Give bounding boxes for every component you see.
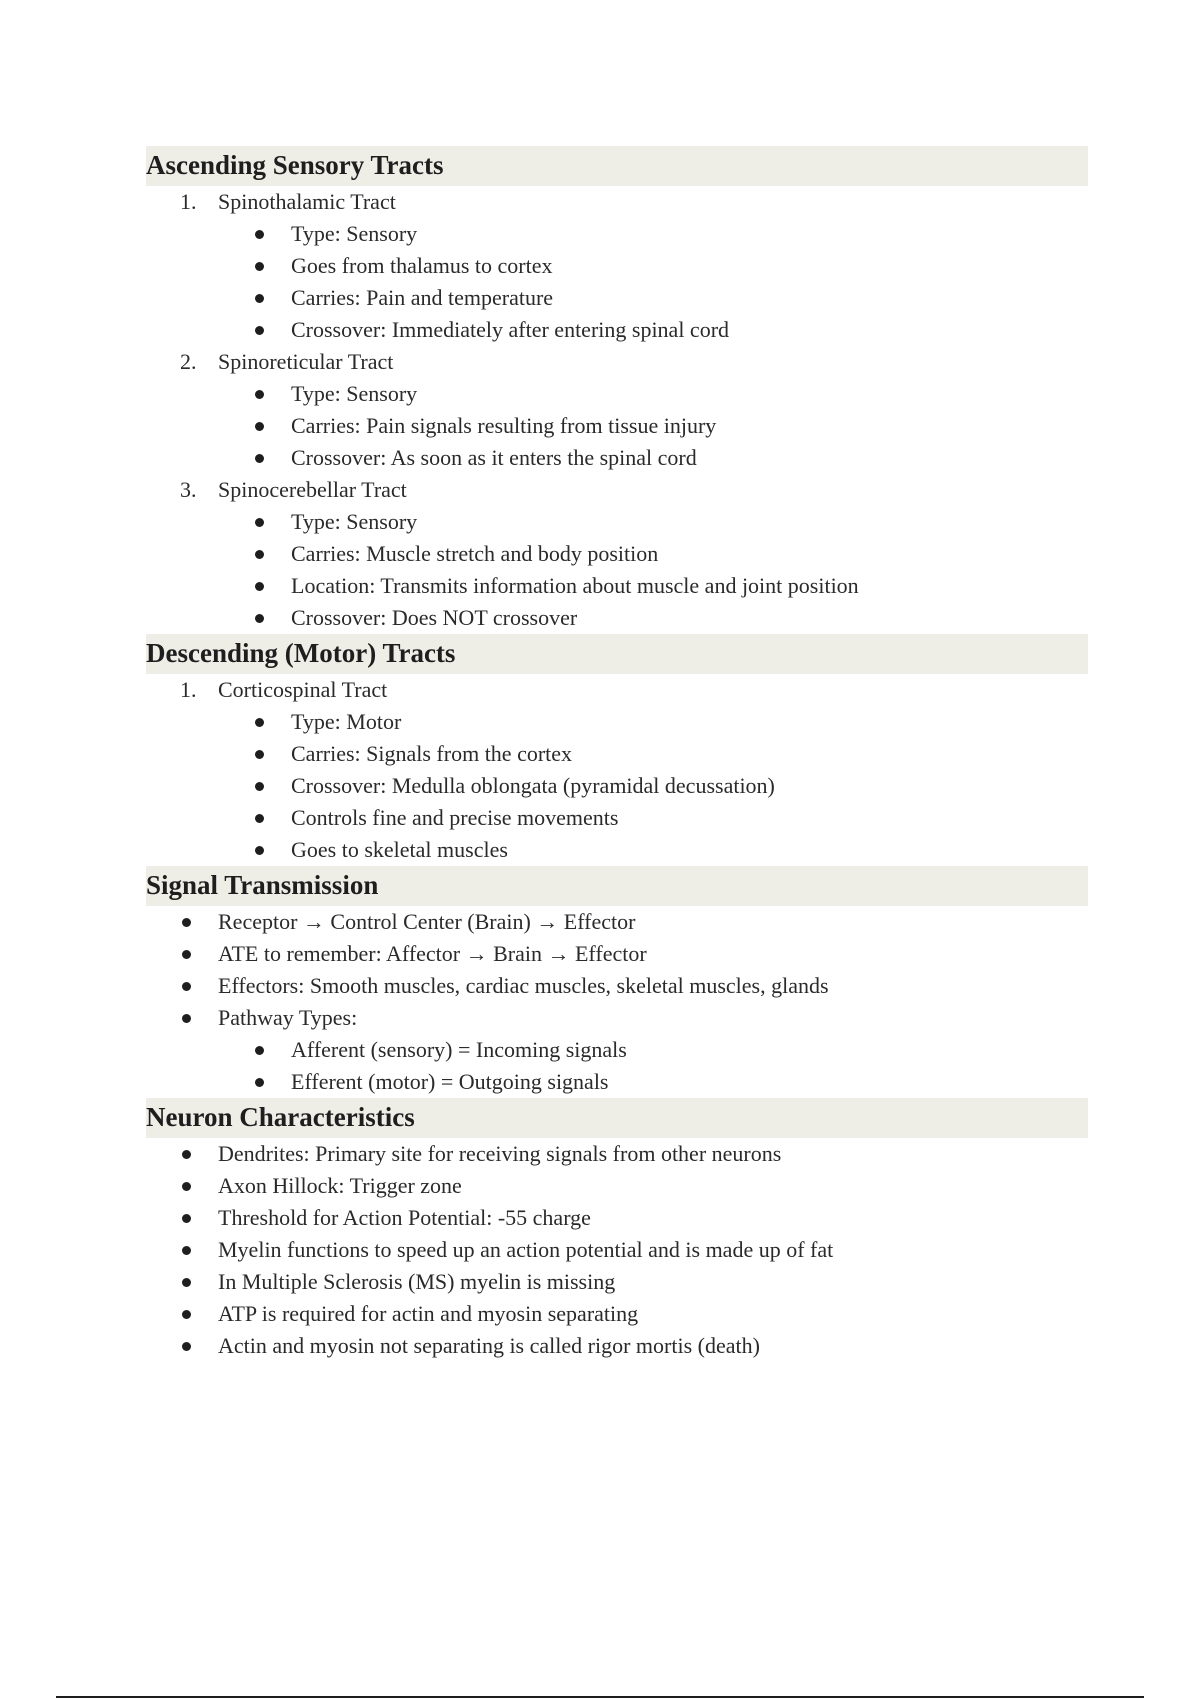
bullet-icon xyxy=(255,834,264,866)
sub-list-item-text: Location: Transmits information about muscle and joint position xyxy=(291,573,859,598)
bullet-icon xyxy=(255,218,264,250)
bullet-icon xyxy=(255,282,264,314)
list-item-text: Actin and myosin not separating is called rigor mortis (death) xyxy=(218,1333,760,1358)
sub-list-item-text: Type: Sensory xyxy=(291,381,418,406)
list-item-text: Myelin functions to speed up an action potential and is made up of fat xyxy=(218,1237,834,1262)
bullet-icon xyxy=(255,442,264,474)
bullet-icon xyxy=(255,1034,264,1066)
bullet-icon xyxy=(182,1202,191,1234)
bullet-icon xyxy=(182,1234,191,1266)
list-item xyxy=(146,970,1088,1002)
list-item-text: Axon Hillock: Trigger zone xyxy=(218,1173,462,1198)
list-item-text: Corticospinal Tract xyxy=(218,677,388,702)
bullet-icon xyxy=(255,570,264,602)
list-item xyxy=(146,1202,1088,1234)
bullet-icon xyxy=(182,1002,191,1034)
document-page xyxy=(146,146,1088,1362)
section-heading: Descending (Motor) Tracts xyxy=(146,634,1088,674)
sub-list-item-text: Efferent (motor) = Outgoing signals xyxy=(291,1069,609,1094)
list-item-text: Effectors: Smooth muscles, cardiac muscles, skeletal muscles, glands xyxy=(218,973,829,998)
list-item xyxy=(146,1298,1088,1330)
sub-list-item-text: Carries: Pain signals resulting from tissue injury xyxy=(291,413,717,438)
bullet-icon xyxy=(255,538,264,570)
list-item-text: Threshold for Action Potential: -55 charge xyxy=(218,1205,591,1230)
list-item xyxy=(146,1234,1088,1266)
sub-list-item-text: Crossover: Medulla oblongata (pyramidal decussation) xyxy=(291,773,775,798)
bullet-icon xyxy=(182,938,191,970)
bullet-icon xyxy=(255,314,264,346)
sub-list-item xyxy=(146,602,1088,634)
list-item-text: Dendrites: Primary site for receiving signals from other neurons xyxy=(218,1141,782,1166)
bullet-icon xyxy=(255,506,264,538)
sub-list-item xyxy=(146,706,1088,738)
sub-list-item-text: Carries: Muscle stretch and body position xyxy=(291,541,659,566)
list-item xyxy=(146,346,1088,378)
list-item xyxy=(146,674,1088,706)
sub-list-item xyxy=(146,314,1088,346)
section-list xyxy=(146,1138,1088,1362)
bullet-icon xyxy=(182,1330,191,1362)
section-list xyxy=(146,186,1088,634)
bullet-icon xyxy=(182,1298,191,1330)
sub-list-item-text: Type: Sensory xyxy=(291,509,418,534)
section-list xyxy=(146,674,1088,866)
list-item xyxy=(146,1266,1088,1298)
sub-list-item-text: Crossover: Immediately after entering spinal cord xyxy=(291,317,730,342)
sub-list-item-text: Carries: Signals from the cortex xyxy=(291,741,573,766)
list-item-text: Spinoreticular Tract xyxy=(218,349,394,374)
sub-list-item xyxy=(146,834,1088,866)
bullet-icon xyxy=(255,770,264,802)
list-item-text: In Multiple Sclerosis (MS) myelin is missing xyxy=(218,1269,616,1294)
list-item xyxy=(146,1138,1088,1170)
sub-list-item xyxy=(146,250,1088,282)
bullet-icon xyxy=(255,378,264,410)
bullet-icon xyxy=(182,970,191,1002)
sub-list-item-text: Type: Motor xyxy=(291,709,402,734)
list-item xyxy=(146,474,1088,506)
list-item-text: Pathway Types: xyxy=(218,1005,358,1030)
sub-list-item xyxy=(146,410,1088,442)
sub-list-item xyxy=(146,538,1088,570)
list-item xyxy=(146,186,1088,218)
list-item-text: Spinocerebellar Tract xyxy=(218,477,407,502)
bullet-icon xyxy=(255,706,264,738)
sub-list-item-text: Crossover: Does NOT crossover xyxy=(291,605,578,630)
sub-list-item xyxy=(146,1066,1088,1098)
sub-list-item xyxy=(146,802,1088,834)
sub-list-item xyxy=(146,570,1088,602)
sub-list-item-text: Goes from thalamus to cortex xyxy=(291,253,553,278)
bullet-icon xyxy=(255,802,264,834)
sub-list-item xyxy=(146,1034,1088,1066)
sub-list-item-text: Crossover: As soon as it enters the spinal cord xyxy=(291,445,697,470)
sub-list-item xyxy=(146,770,1088,802)
list-item xyxy=(146,906,1088,938)
bullet-icon xyxy=(255,1066,264,1098)
bullet-icon xyxy=(255,250,264,282)
bullet-icon xyxy=(255,410,264,442)
section-heading: Ascending Sensory Tracts xyxy=(146,146,1088,186)
sub-list-item xyxy=(146,442,1088,474)
list-item xyxy=(146,938,1088,970)
sub-list-item xyxy=(146,506,1088,538)
footer-rule xyxy=(56,1696,1144,1698)
sub-list-item xyxy=(146,378,1088,410)
section-list xyxy=(146,906,1088,1098)
list-item xyxy=(146,1170,1088,1202)
list-item xyxy=(146,1330,1088,1362)
section-heading: Signal Transmission xyxy=(146,866,1088,906)
list-number: 2. xyxy=(180,349,197,374)
section-heading: Neuron Characteristics xyxy=(146,1098,1088,1138)
sub-list-item-text: Controls fine and precise movements xyxy=(291,805,619,830)
sub-list-item xyxy=(146,282,1088,314)
sub-list-item-text: Goes to skeletal muscles xyxy=(291,837,508,862)
bullet-icon xyxy=(182,1170,191,1202)
sub-list-item-text: Type: Sensory xyxy=(291,221,418,246)
bullet-icon xyxy=(255,602,264,634)
sub-list-item-text: Carries: Pain and temperature xyxy=(291,285,554,310)
list-item-text: ATE to remember: Affector → Brain → Effector xyxy=(218,941,647,966)
bullet-icon xyxy=(182,906,191,938)
bullet-icon xyxy=(255,738,264,770)
list-number: 1. xyxy=(180,189,197,214)
list-item xyxy=(146,1002,1088,1034)
sub-list-item xyxy=(146,738,1088,770)
list-item-text: ATP is required for actin and myosin separating xyxy=(218,1301,639,1326)
list-number: 1. xyxy=(180,677,197,702)
list-item-text: Spinothalamic Tract xyxy=(218,189,396,214)
bullet-icon xyxy=(182,1266,191,1298)
sub-list-item-text: Afferent (sensory) = Incoming signals xyxy=(291,1037,627,1062)
bullet-icon xyxy=(182,1138,191,1170)
sub-list-item xyxy=(146,218,1088,250)
list-number: 3. xyxy=(180,477,197,502)
list-item-text: Receptor → Control Center (Brain) → Effector xyxy=(218,909,636,934)
